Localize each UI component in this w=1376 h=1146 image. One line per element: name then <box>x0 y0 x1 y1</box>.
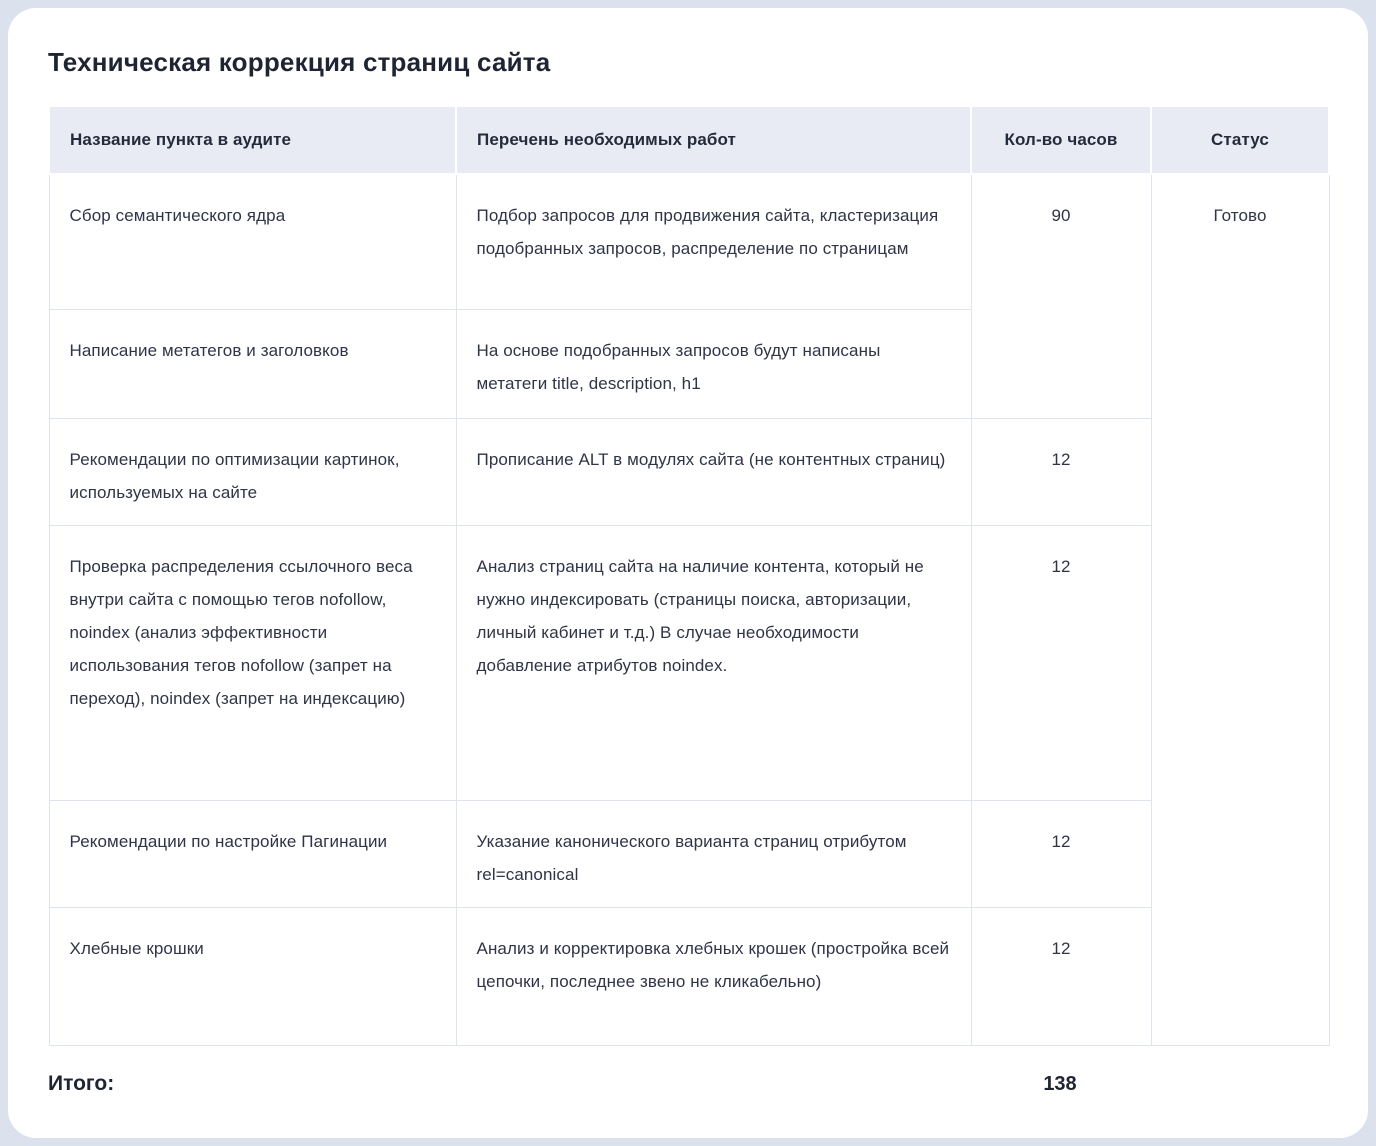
header-status: Статус <box>1151 106 1329 174</box>
table-row <box>49 174 1329 309</box>
hours-cell: 12 <box>971 907 1151 1045</box>
hours-cell: 90 <box>971 174 1151 418</box>
hours-cell: 12 <box>971 418 1151 525</box>
page-title: Техническая коррекция страниц сайта <box>48 47 551 77</box>
work-list-cell: Прописание ALT в модулях сайта (не контентных страниц) <box>456 418 971 525</box>
table-row <box>49 907 1329 1045</box>
total-label: Итого: <box>48 1071 115 1095</box>
header-audit-item-name: Название пункта в аудите <box>49 106 456 174</box>
hours-cell: 12 <box>971 525 1151 800</box>
work-list-cell: На основе подобранных запросов будут написаны метатеги title, description, h1 <box>456 309 971 418</box>
audit-item-name-cell: Написание метатегов и заголовков <box>49 309 456 418</box>
content-card <box>8 8 1368 1138</box>
work-list-cell: Подбор запросов для продвижения сайта, кластеризация подобранных запросов, распределение по страницам <box>456 174 971 309</box>
work-list-cell: Анализ и корректировка хлебных крошек (простройка всей цепочки, последнее звено не кликабельно) <box>456 907 971 1045</box>
total-row <box>48 1072 1328 1112</box>
total-hours-value: 138 <box>1043 1072 1077 1095</box>
audit-item-name-cell: Рекомендации по оптимизации картинок, используемых на сайте <box>49 418 456 525</box>
hours-cell: 12 <box>971 800 1151 907</box>
work-list-cell: Анализ страниц сайта на наличие контента, который не нужно индексировать (страницы поиска, авторизации, личный кабинет и т.д.) В случае необходимости добавление атрибутов noindex. <box>456 525 971 800</box>
header-hours-count: Кол-во часов <box>971 106 1151 174</box>
audit-item-name-cell: Хлебные крошки <box>49 907 456 1045</box>
table-row <box>49 418 1329 525</box>
table-header-row <box>49 106 1329 174</box>
table-row <box>49 525 1329 800</box>
audit-item-name-cell: Проверка распределения ссылочного веса внутри сайта с помощью тегов nofollow, noindex (анализ эффективности использования тегов nofollow (запрет на переход), noindex (запрет на индексацию) <box>49 525 456 800</box>
work-table <box>48 105 1330 1046</box>
table-row <box>49 800 1329 907</box>
audit-item-name-cell: Сбор семантического ядра <box>49 174 456 309</box>
status-cell: Готово <box>1151 174 1329 1045</box>
audit-item-name-cell: Рекомендации по настройке Пагинации <box>49 800 456 907</box>
work-list-cell: Указание канонического варианта страниц отрибутом rel=canonical <box>456 800 971 907</box>
header-work-list: Перечень необходимых работ <box>456 106 971 174</box>
